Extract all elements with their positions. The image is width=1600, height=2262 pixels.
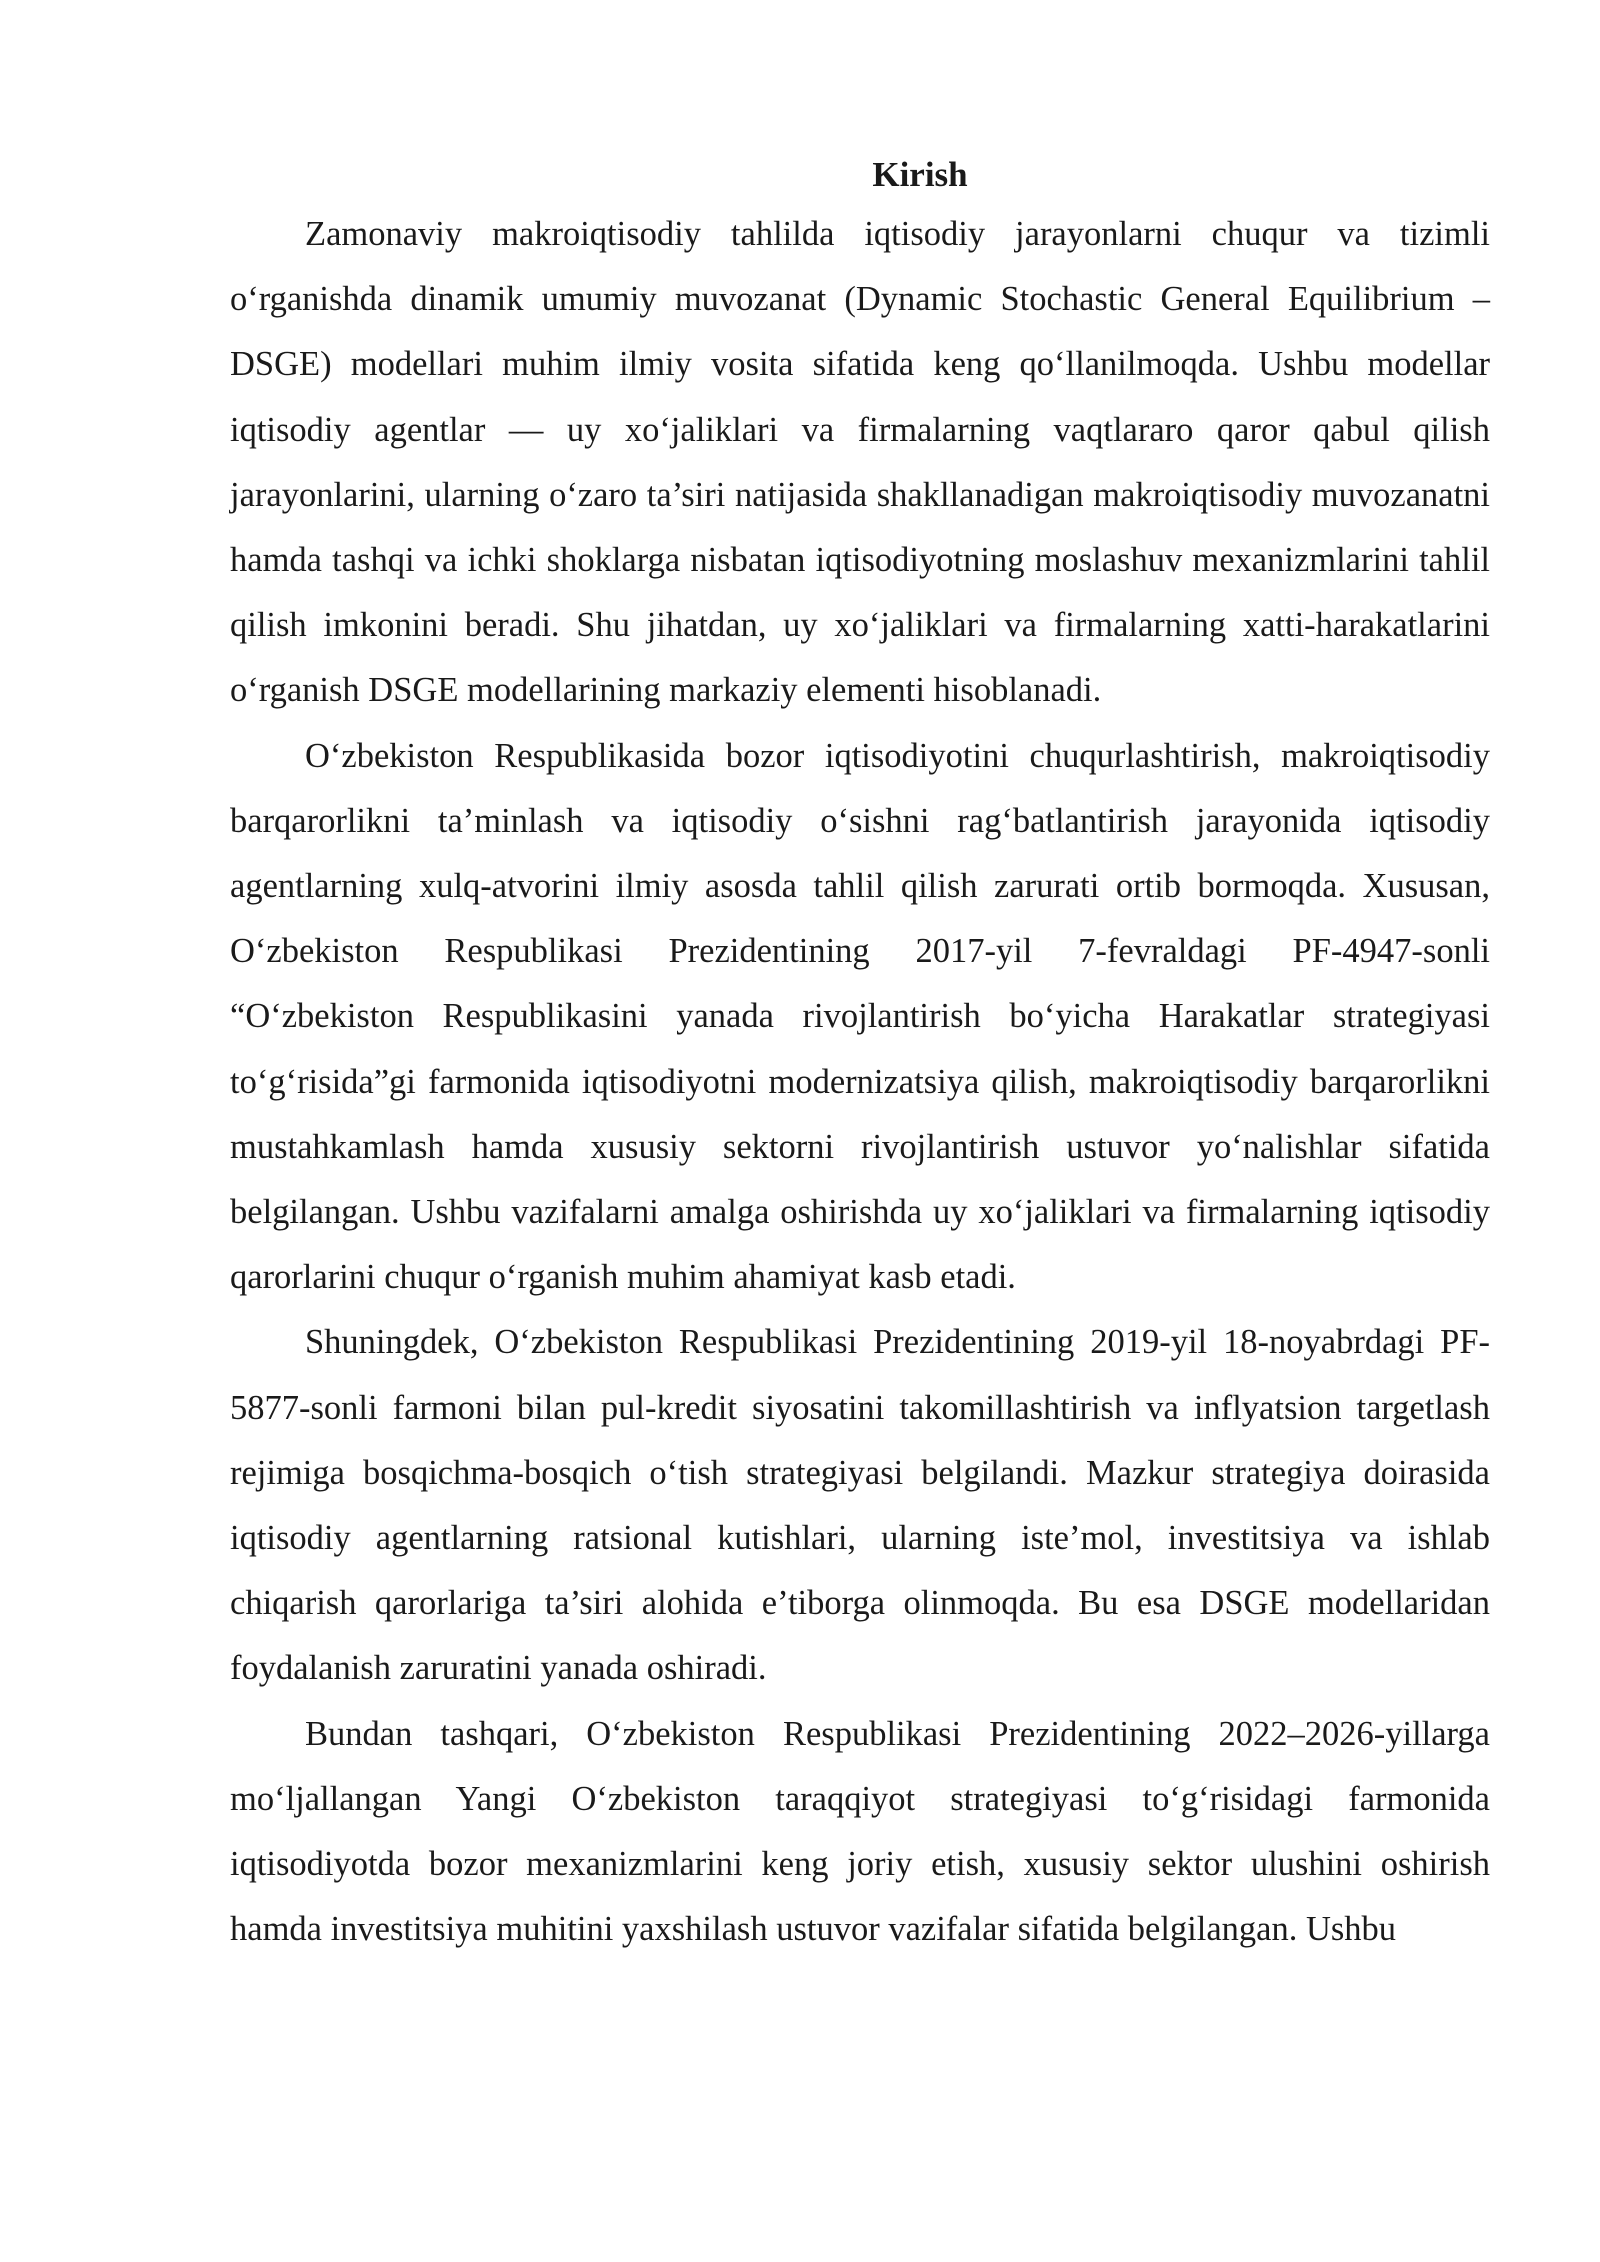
paragraph-2: O‘zbekiston Respublikasida bozor iqtisodiyotini chuqurlashtirish, makroiqtisodiy barqarorlikni ta’minlash va iqtisodiy o‘sishni rag‘batlantirish jarayonida iqtisodiy agentlarning xulq-atvorini ilmiy asosda tahlil qilish zarurati ortib bormoqda. Xususan, O‘zbekiston Respublikasi Prezidentining 2017-yil 7-fevraldagi PF-4947-sonli “O‘zbekiston Respublikasini yanada rivojlantirish bo‘yicha Harakatlar strategiyasi to‘g‘risida”gi farmonida iqtisodiyotni modernizatsiya qilish, makroiqtisodiy barqarorlikni mustahkamlash hamda xususiy sektorni rivojlantirish ustuvor yo‘nalishlar sifatida belgilangan. Ushbu vazifalarni amalga oshirishda uy xo‘jaliklari va firmalarning iqtisodiy qarorlarini chuqur o‘rganish muhim ahamiyat kasb etadi. [230, 736, 1490, 1297]
paragraph-1: Zamonaviy makroiqtisodiy tahlilda iqtisodiy jarayonlarni chuqur va tizimli o‘rganishda dinamik umumiy muvozanat (Dynamic Stochastic General Equilibrium – DSGE) modellari muhim ilmiy vosita sifatida keng qo‘llanilmoqda. Ushbu modellar iqtisodiy agentlar — uy xo‘jaliklari va firmalarning vaqtlararo qaror qabul qilish jarayonlarini, ularning o‘zaro ta’siri natijasida shakllanadigan makroiqtisodiy muvozanatni hamda tashqi va ichki shoklarga nisbatan iqtisodiyotning moslashuv mexanizmlarini tahlil qilish imkonini beradi. Shu jihatdan, uy xo‘jaliklari va firmalarning xatti-harakatlarini o‘rganish DSGE modellarining markaziy elementi hisoblanadi. [230, 215, 1490, 710]
paragraph-4: Bundan tashqari, O‘zbekiston Respublikasi Prezidentining 2022–2026-yillarga mo‘ljallangan Yangi O‘zbekiston taraqqiyot strategiyasi to‘g‘risidagi farmonida iqtisodiyotda bozor mexanizmlarini keng joriy etish, xususiy sektor ulushini oshirish hamda investitsiya muhitini yaxshilash ustuvor vazifalar sifatida belgilangan. Ushbu [230, 1714, 1490, 1949]
section-title: Kirish [872, 155, 968, 194]
document-body [230, 148, 1490, 1962]
paragraph-3: Shuningdek, O‘zbekiston Respublikasi Prezidentining 2019-yil 18-noyabrdagi PF-5877-sonli farmoni bilan pul-kredit siyosatini takomillashtirish va inflyatsion targetlash rejimiga bosqichma-bosqich o‘tish strategiyasi belgilandi. Mazkur strategiya doirasida iqtisodiy agentlarning ratsional kutishlari, ularning iste’mol, investitsiya va ishlab chiqarish qarorlariga ta’siri alohida e’tiborga olinmoqda. Bu esa DSGE modellaridan foydalanish zaruratini yanada oshiradi. [230, 1323, 1490, 1688]
